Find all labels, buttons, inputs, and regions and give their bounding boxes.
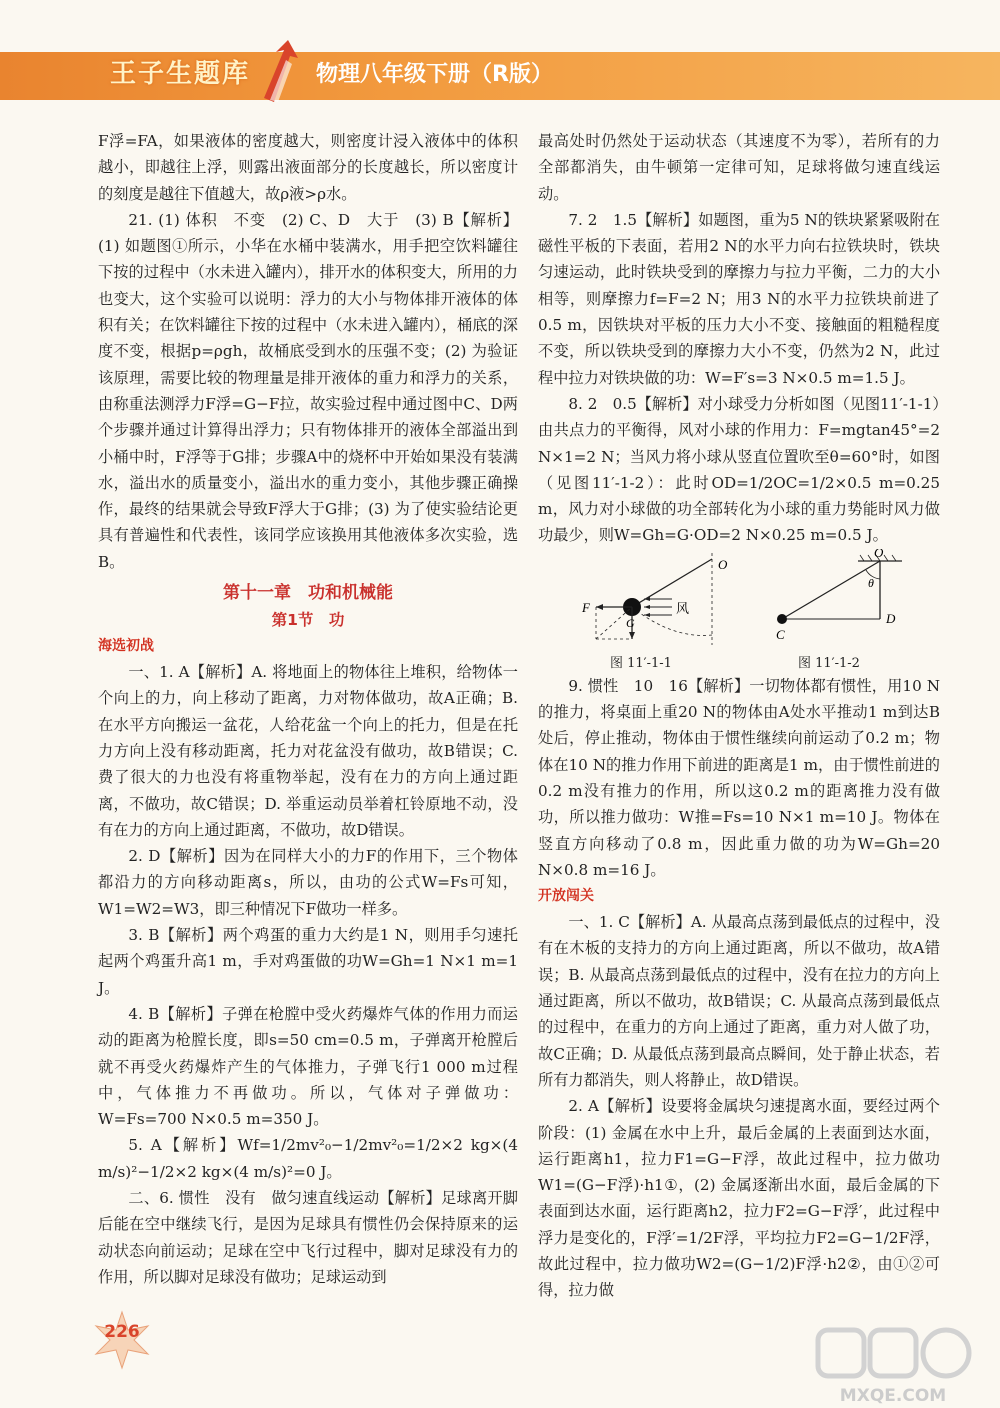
figure-11-1-2	[762, 549, 922, 649]
answer-21: 21. (1) 体积 不变 (2) C、D 大于 (3) B【解析】(1) 如题图①所示，小华在水桶中装满水，用手把空饮料罐往下按的过程中（水未进入罐内），排开水的体积变大，所用的力也变大，这个实验可以说明：浮力的大小与物体排开液体的体积有关；在饮料罐往下按的过程中（水未进入罐内），桶底的深度不变，根据p=ρgh，故桶底受到水的压强不变；(2) 为验证该原理，需要比较的物理量是排开液体的重力和浮力的关系，由称重法测浮力F浮=G−F拉，故实验过程中通过图中C、D两个步骤并通过计算得出浮力；只有物体排开的液体全部溢出到小桶中时，F浮等于G排；步骤A中的烧杯中开始如果没有装满水，溢出水的质量变小，溢出水的重力变小，其他步骤正确操作，最终的结果就会导致F浮大于G排；(3) 为了使实验结论更具有普遍性和代表性，该同学应该换用其他液体多次实验，选B。	[98, 210, 518, 571]
figure-label: F	[582, 599, 590, 615]
section-tag: 海选初战	[98, 638, 154, 655]
watermark-text: MXQE.COM	[839, 1386, 947, 1406]
brand-logo: 王子生题库	[110, 59, 251, 89]
answer-6: 二、6. 惯性 没有 做匀速直线运动【解析】足球离开脚后能在空中继续飞行，是因为足球具有惯性仍会保持原来的运动状态向前运动；足球在空中飞行过程中，脚对足球没有力的作用，所以脚对足球没有做功；足球运动到	[98, 1188, 518, 1286]
paragraph: 最高处时仍然处于运动状态（其速度不为零），若所有的力全部都消失，由牛顿第一定律可知，足球将做匀速直线运动。	[538, 132, 940, 203]
figure-11-1-1	[572, 549, 732, 649]
book-title: 物理八年级下册（R版）	[316, 62, 553, 87]
page-number: 226	[104, 1322, 140, 1342]
watermark-logo-icon	[808, 1324, 978, 1394]
figure-label: O	[718, 556, 728, 572]
section-tag: 开放闯关	[538, 888, 594, 905]
answer-8: 8. 2 0.5【解析】对小球受力分析如图（见图11′-1-1）由共点力的平衡得，风对小球的作用力：F=mgtan45°=2 N×1=2 N；当风力将小球从竖直位置吹至θ=60°时，如图（见图11′-1-2）：此时OD=1/2OC=1/2×0.5 m=0.25 m，风力对小球做的功全部转化为小球的重力势能时风力做功最少，则W=Gh=G·OD=2 N×0.25 m=0.5 J。	[538, 394, 940, 545]
figure-caption: 图 11′-1-2	[798, 655, 860, 671]
figures	[538, 549, 940, 673]
answer-5: 5. A【解析】Wf=1/2mv²₀−1/2mv²₀=1/2×2 kg×(4 m/s)²−1/2×2 kg×(4 m/s)²=0 J。	[98, 1136, 518, 1181]
figure-label: θ	[868, 575, 874, 590]
paragraph: F浮=FA，如果液体的密度越大，则密度计浸入液体中的体积越小，即越往上浮，则露出液面部分的长度越长，所以密度计的刻度是越往下值越大，故ρ液>ρ水。	[98, 132, 518, 203]
page-header	[0, 0, 1000, 118]
section-title: 第1节 功	[271, 611, 345, 630]
answer-7: 7. 2 1.5【解析】如题图，重为5 N的铁块紧紧吸附在磁性平板的下表面，若用2 N的水平力向右拉铁块时，铁块匀速运动，此时铁块受到的摩擦力与拉力平衡，二力的大小相等，则摩擦力f=F=2 N；用3 N的水平力拉铁块前进了0.5 m，因铁块对平板的压力大小不变、接触面的粗糙程度不变，所以铁块受到的摩擦力大小不变，仍然为2 N，此过程中拉力对铁块做的功：W=F′s=3 N×0.5 m=1.5 J。	[538, 210, 940, 387]
answer-r1: 一、1. C【解析】A. 从最高点荡到最低点的过程中，没有在木板的支持力的方向上通过距离，所以不做功，故A错误；B. 从最高点荡到最低点的过程中，没有在拉力的方向上通过距离，所以不做功，故B错误；C. 从最高点荡到最低点的过程中，在重力的方向上通过了距离，重力对人做了功，故C正确；D. 从最低点荡到最高点瞬间，处于静止状态，若所有力都消失，则人将静止，故D错误。	[538, 913, 940, 1089]
answer-9: 9. 惯性 10 16【解析】一切物体都有惯性，用10 N的推力，将桌面上重20 N的物体由A处水平推动1 m到达B处后，停止推动，物体由于惯性继续向前运动了0.2 m；物体在10 N的推力作用下前进的距离是1 m，由于惯性前进的0.2 m没有推力的作用，所以这0.2 m的距离推力没有做功，所以推力做功：W推=Fs=10 N×1 m=10 J。物体在竖直方向移动了0.8 m，因此重力做的功为W=Gh=20 N×0.8 m=16 J。	[538, 676, 940, 879]
answer-4: 4. B【解析】子弹在枪膛中受火药爆炸气体的作用力而运动的距离为枪膛长度，即s=50 cm=0.5 m，子弹离开枪膛后就不再受火药爆炸产生的气体推力，子弹飞行1 000 m过程中，气体推力不再做功。所以，气体对子弹做功：W=Fs=700 N×0.5 m=350 J。	[98, 1004, 518, 1129]
answer-2: 2. D【解析】因为在同样大小的力F的作用下，三个物体都沿力的方向移动距离s，所以，由功的公式W=Fs可知，W1=W2=W3，即三种情况下F做功一样多。	[98, 847, 518, 918]
answer-3: 3. B【解析】两个鸡蛋的重力大约是1 N，则用手匀速托起两个鸡蛋升高1 m，手对鸡蛋做的功W=Gh=1 N×1 m=1 J。	[98, 926, 518, 997]
figure-caption: 图 11′-1-1	[610, 655, 672, 671]
answer-1: 一、1. A【解析】A. 将地面上的物体往上堆积，给物体一个向上的力，向上移动了距离，力对物体做功，故A正确；B. 在水平方向搬运一盆花，人给花盆一个向上的托力，但是在托力方向上没有移动距离，托力对花盆没有做功，故B错误；C. 费了很大的力也没有将重物举起，没有在力的方向上通过距离，不做功，故C错误；D. 举重运动员举着杠铃原地不动，没有在力的方向上通过距离，不做功，故D错误。	[98, 663, 518, 839]
left-column	[98, 128, 518, 1290]
figure-label: D	[886, 610, 896, 626]
right-column	[538, 128, 940, 1304]
figure-label: 风	[676, 601, 690, 617]
figure-label: O	[874, 548, 884, 560]
figure-label: G	[626, 615, 635, 630]
arrow-icon	[258, 40, 310, 102]
figure-label: C	[776, 626, 785, 642]
answer-r2: 2. A【解析】设要将金属块匀速提离水面，要经过两个阶段：(1) 金属在水中上升，最后金属的上表面到达水面，运行距离h1，拉力F1=G−F浮，故此过程中，拉力做功W1=(G−F浮)·h1①，(2) 金属逐渐出水面，最后金属的下表面到达水面，运行距离h2，拉力F2=G−F浮′，此过程中浮力是变化的，F浮′=1/2F浮，平均拉力F2=G−1/2F浮，故此过程中，拉力做功W2=(G−1/2)F浮·h2②，由①②可得，拉力做	[538, 1097, 940, 1300]
chapter-title: 第十一章 功和机械能	[223, 583, 393, 604]
